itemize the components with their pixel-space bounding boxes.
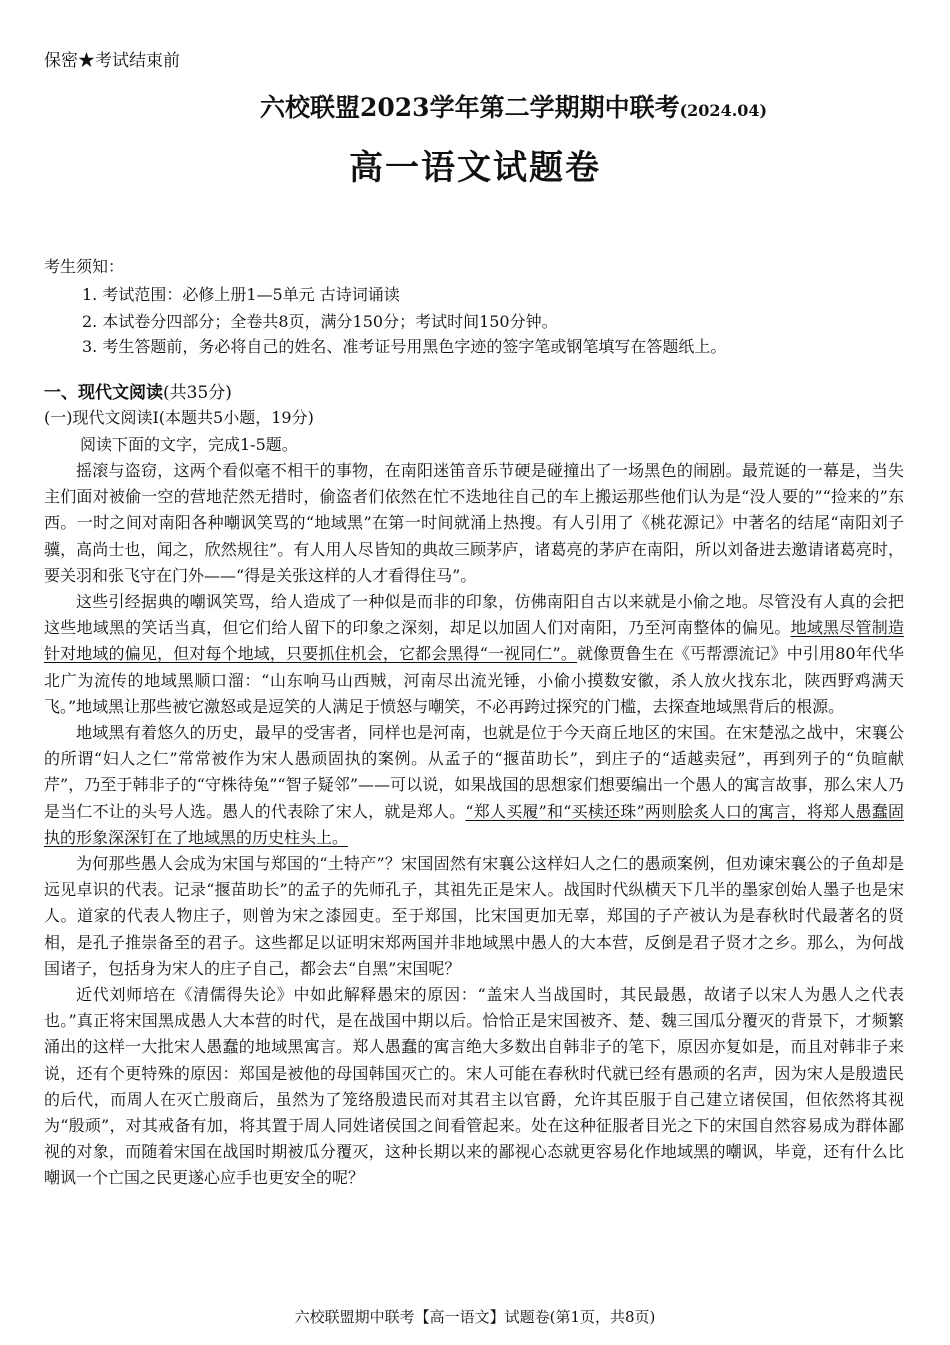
article-body xyxy=(44,458,904,1192)
page-footer: 六校联盟期中联考【高一语文】试题卷(第1页，共8页) xyxy=(294,1308,656,1326)
notice-item-2: 2. 本试卷分四部分；全卷共8页，满分150分；考试时间150分钟。 xyxy=(82,312,558,331)
notice-item-3: 3. 考生答题前，务必将自己的姓名、准考证号用黑色字迹的签字笔或钢笔填写在答题纸上。 xyxy=(82,337,727,356)
article-paragraph xyxy=(44,720,904,851)
article-paragraph: 摇滚与盗窃，这两个看似毫不相干的事物，在南阳迷笛音乐节硬是碰撞出了一场黑色的闹剧。最荒诞的一幕是，当失主们面对被偷一空的营地茫然无措时，偷盗者们依然在忙不迭地往自己的车上搬运那些他们认为是“没人要的”“捡来的”东西。一时之间对南阳各种嘲讽笑骂的“地域黑”在第一时间就涌上热搜。有人引用了《桃花源记》中著名的结尾“南阳刘子骥，高尚士也，闻之，欣然规往”。有人用人尽皆知的典故三顾茅庐，诸葛亮的茅庐在南阳，所以刘备进去邀请诸葛亮时，要关羽和张飞守在门外——“得是关张这样的人才看得住马”。 xyxy=(44,461,904,585)
paragraph-text: 这些引经据典的嘲讽笑骂，给人造成了一种似是而非的印象，仿佛南阳自古以来就是小偷之地。尽管没有人真的会把这些地域黑的笑话当真，但它们给人留下的印象之深刻，却足以加固人们对南阳，乃至河南整体的偏见。 xyxy=(44,592,904,638)
paper-title: 高一语文试题卷 xyxy=(349,148,601,188)
section-points: (共35分) xyxy=(163,383,232,403)
underlined-sentence: 地域黑尽管制造针对地域的偏见，但对每个地域，只要抓住机会，它都会黑得“一视同仁”。 xyxy=(44,618,904,664)
subsection-title: (一)现代文阅读I(本题共5小题，19分) xyxy=(44,408,314,427)
article-paragraph xyxy=(44,589,904,720)
exam-title xyxy=(260,88,767,124)
section-title xyxy=(44,378,232,403)
underlined-sentence: “郑人买履”和“买椟还珠”两则脍炙人口的寓言，将郑人愚蠢固执的形象深深钉在了地域黑的历史柱头上。 xyxy=(44,801,904,847)
paragraph-text: 就像贾鲁生在《丐帮漂流记》中引用80年代华北广为流传的地域黑顺口溜：“山东响马山西贼，河南尽出流光锤，小偷小摸数安徽，杀人放火找东北，陕西野鸡满天飞。”地域黑让那些被它激怒或是逗笑的人满足于愤怒与嘲笑，不必再跨过探究的门槛，去探查地域黑背后的根源。 xyxy=(44,644,904,716)
exam-date: (2024.04) xyxy=(679,101,768,120)
notice-heading: 考生须知： xyxy=(44,257,125,276)
confidential-label: 保密★考试结束前 xyxy=(44,51,180,71)
notice-item-1: 1. 考试范围：必修上册1—5单元 古诗词诵读 xyxy=(82,285,400,304)
reading-instruction: 阅读下面的文字，完成1-5题。 xyxy=(80,435,298,454)
paragraph-text: 地域黑有着悠久的历史，最早的受害者，同样也是河南，也就是位于今天商丘地区的宋国。在宋楚泓之战中，宋襄公的所谓“妇人之仁”常常被作为宋人愚顽固执的案例。从孟子的“揠苗助长”，到庄子的“适越卖冠”，再到列子的“负暄献芹”，乃至于韩非子的“守株待兔”“智子疑邻”——可以说，如果战国的思想家们想要编出一个愚人的寓言故事，那么宋人乃是当仁不让的头号人选。愚人的代表除了宋人，就是郑人。 xyxy=(44,723,904,821)
exam-title-text: 六校联盟2023学年第二学期期中联考 xyxy=(260,93,680,122)
section-title-text: 一、现代文阅读 xyxy=(44,383,163,403)
article-paragraph: 为何那些愚人会成为宋国与郑国的“土特产”？宋国固然有宋襄公这样妇人之仁的愚顽案例，但劝谏宋襄公的子鱼却是远见卓识的代表。记录“揠苗助长”的孟子的先师孔子，其祖先正是宋人。战国时代纵横天下几半的墨家创始人墨子也是宋人。道家的代表人物庄子，则曾为宋之漆园吏。至于郑国，比宋国更加无辜，郑国的子产被认为是春秋时代最著名的贤相，是孔子推崇备至的君子。这些都足以证明宋郑两国并非地域黑中愚人的大本营，反倒是君子贤才之乡。那么，为何战国诸子，包括身为宋人的庄子自己，都会去“自黑”宋国呢？ xyxy=(44,854,904,978)
article-paragraph: 近代刘师培在《清儒得失论》中如此解释愚宋的原因：“盖宋人当战国时，其民最愚，故诸子以宋人为愚人之代表也。”真正将宋国黑成愚人大本营的时代，是在战国中期以后。恰恰正是宋国被齐、楚、魏三国瓜分覆灭的背景下，才频繁涌出的这样一大批宋人愚蠢的地域黑寓言。郑人愚蠢的寓言绝大多数出自韩非子的笔下，原因亦复如是，而且对韩非子来说，还有个更特殊的原因：郑国是被他的母国韩国灭亡的。宋人可能在春秋时代就已经有愚顽的名声，因为宋人是殷遗民的后代，而周人在灭亡殷商后，虽然为了笼络殷遗民而对其君主以官爵，允许其臣服于自己建立诸侯国，但依然将其视为“殷顽”，对其戒备有加，将其置于周人同姓诸侯国之间看管起来。处在这种征服者目光之下的宋国自然容易成为群体鄙视的对象，而随着宋国在战国时期被瓜分覆灭，这种长期以来的鄙视心态就更容易化作地域黑的嘲讽，毕竟，还有什么比嘲讽一个亡国之民更遂心应手也更安全的呢？ xyxy=(44,985,904,1188)
